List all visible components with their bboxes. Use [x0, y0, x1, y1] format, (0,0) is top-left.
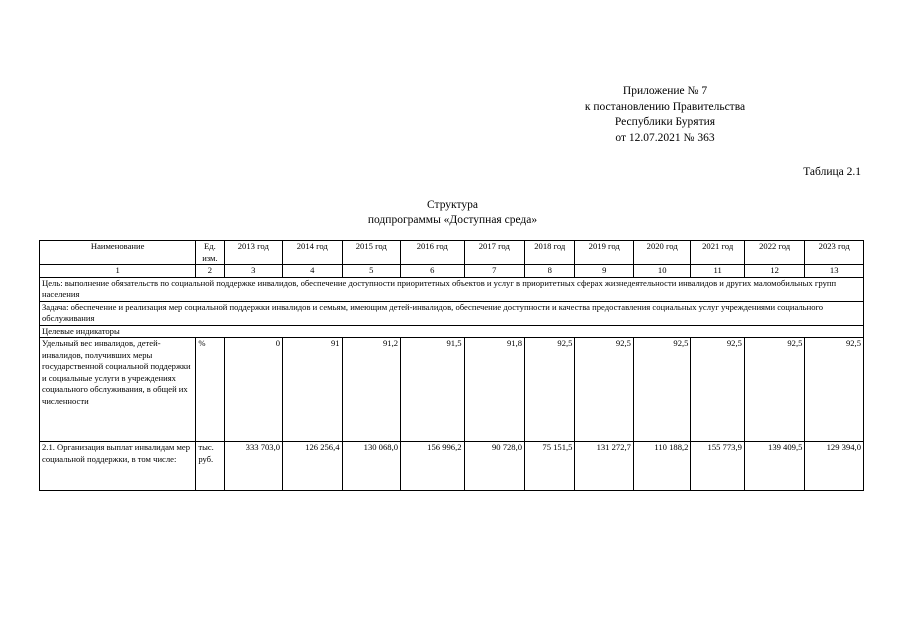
value-cell: 333 703,0 — [224, 442, 282, 491]
value-cell: 126 256,4 — [283, 442, 343, 491]
value-cell: 139 409,5 — [744, 442, 805, 491]
appendix-block — [560, 84, 770, 146]
column-number-cell: 10 — [633, 265, 690, 278]
value-cell: 92,5 — [805, 338, 864, 442]
header-cell: 2013 год — [224, 241, 282, 265]
value-cell: 110 188,2 — [633, 442, 690, 491]
column-number-cell: 6 — [401, 265, 465, 278]
column-number-cell: 9 — [575, 265, 633, 278]
column-number-cell: 3 — [224, 265, 282, 278]
header-cell: 2015 год — [342, 241, 400, 265]
appendix-line-4: от 12.07.2021 № 363 — [615, 131, 715, 144]
column-number-cell: 5 — [342, 265, 400, 278]
header-cell: 2023 год — [805, 241, 864, 265]
table-row — [40, 338, 864, 442]
header-cell: 2020 год — [633, 241, 690, 265]
value-cell: 92,5 — [575, 338, 633, 442]
header-cell: 2016 год — [401, 241, 465, 265]
value-cell: 0 — [224, 338, 282, 442]
value-cell: 92,5 — [633, 338, 690, 442]
column-number-cell: 12 — [744, 265, 805, 278]
table-number: Таблица 2.1 — [803, 166, 861, 178]
row-name-cell: 2.1. Организация выплат инвалидам мер социальной поддержки, в том числе: — [40, 442, 196, 491]
document-title — [0, 198, 905, 228]
appendix-line-1: Приложение № 7 — [622, 85, 708, 97]
value-cell: 92,5 — [525, 338, 575, 442]
value-cell: 91,8 — [464, 338, 525, 442]
column-number-cell: 1 — [40, 265, 196, 278]
column-number-cell: 13 — [805, 265, 864, 278]
goal-cell: Цель: выполнение обязательств по социальной поддержке инвалидов, обеспечение доступности приоритетных объектов и услуг в приоритетных сферах жизнедеятельности инвалидов и других маломобильных групп населения — [40, 277, 864, 301]
appendix-line-3: Республики Бурятия — [614, 116, 716, 128]
column-number-cell: 7 — [464, 265, 525, 278]
title-line-2: подпрограммы «Доступная среда» — [367, 214, 538, 226]
column-number-cell: 2 — [196, 265, 224, 278]
value-cell: 129 394,0 — [805, 442, 864, 491]
row-unit-cell: тыс. руб. — [196, 442, 224, 491]
task-cell: Задача: обеспечение и реализация мер социальной поддержки инвалидов и семьям, имеющим детей-инвалидов, обеспечение доступности и качества предоставления социальных услуг учреждениями социального обслуживания — [40, 301, 864, 325]
appendix-line-2: к постановлению Правительства — [584, 100, 746, 113]
value-cell: 131 272,7 — [575, 442, 633, 491]
value-cell: 130 068,0 — [342, 442, 400, 491]
column-number-cell: 4 — [283, 265, 343, 278]
value-cell: 92,5 — [691, 338, 744, 442]
goal-row — [40, 277, 864, 301]
value-cell: 91 — [283, 338, 343, 442]
value-cell: 91,2 — [342, 338, 400, 442]
row-unit-cell: % — [196, 338, 224, 442]
table-row — [40, 442, 864, 491]
header-row — [40, 241, 864, 265]
column-number-row — [40, 265, 864, 278]
value-cell: 90 728,0 — [464, 442, 525, 491]
value-cell: 156 996,2 — [401, 442, 465, 491]
header-cell: 2017 год — [464, 241, 525, 265]
title-line-1: Структура — [427, 199, 478, 211]
structure-table — [39, 240, 864, 491]
header-cell: 2021 год — [691, 241, 744, 265]
value-cell: 92,5 — [744, 338, 805, 442]
value-cell: 91,5 — [401, 338, 465, 442]
task-row — [40, 301, 864, 325]
column-number-cell: 8 — [525, 265, 575, 278]
indicators-heading-cell: Целевые индикаторы — [40, 325, 864, 338]
column-number-cell: 11 — [691, 265, 744, 278]
header-cell: 2014 год — [283, 241, 343, 265]
header-cell: Ед. изм. — [196, 241, 224, 265]
header-cell: Наименование — [40, 241, 196, 265]
header-cell: 2018 год — [525, 241, 575, 265]
row-name-cell: Удельный вес инвалидов, детей-инвалидов, получивших меры государственной социальной поддержки и социальные услуги в учреждениях социального обслуживания, в общей их численности — [40, 338, 196, 442]
indicators-heading-row — [40, 325, 864, 338]
header-cell: 2019 год — [575, 241, 633, 265]
header-cell: 2022 год — [744, 241, 805, 265]
value-cell: 155 773,9 — [691, 442, 744, 491]
value-cell: 75 151,5 — [525, 442, 575, 491]
